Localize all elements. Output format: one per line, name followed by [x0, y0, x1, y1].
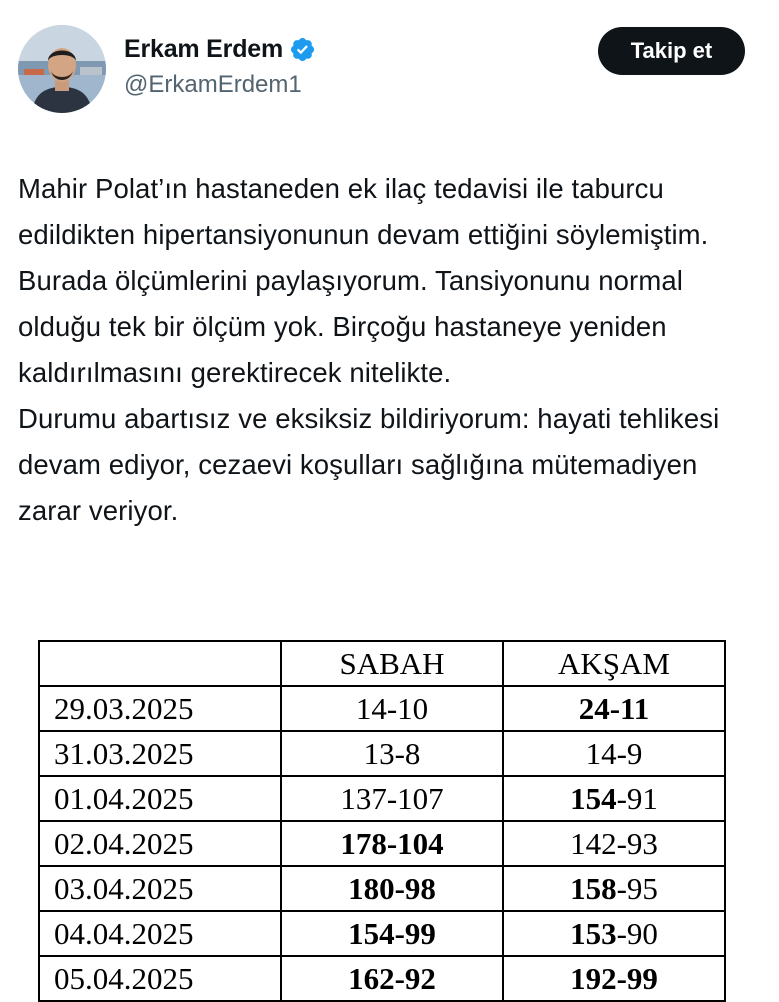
- row-date: 29.03.2025: [39, 686, 281, 731]
- row-date: 03.04.2025: [39, 866, 281, 911]
- row-date: 05.04.2025: [39, 956, 281, 1001]
- row-date: 02.04.2025: [39, 821, 281, 866]
- avatar[interactable]: [18, 25, 106, 113]
- row-date: 04.04.2025: [39, 911, 281, 956]
- table-row: [39, 956, 725, 1001]
- sabah-cell: [281, 866, 503, 911]
- aksam-rest: -90: [616, 916, 658, 951]
- sabah-cell: [281, 821, 503, 866]
- aksam-cell: [503, 911, 725, 956]
- aksam-bold: 153: [570, 916, 617, 951]
- sabah-cell: [281, 956, 503, 1001]
- tweet-paragraph: Mahir Polat’ın hastaneden ek ilaç tedavisi ile taburcu edildikten hipertansiyonunun devam ettiğini söylemiştim. Burada ölçümlerini paylaşıyorum. Tansiyonunu normal olduğu tek bir ölçüm yok. Birçoğu hastaneye yeniden kaldırılmasını gerektirecek nitelikte.: [18, 173, 709, 388]
- aksam-rest: -91: [616, 781, 658, 816]
- table-header-sabah: SABAH: [281, 641, 503, 686]
- aksam-cell: [503, 956, 725, 1001]
- aksam-bold: 192-99: [570, 961, 658, 996]
- sabah-cell: [281, 776, 503, 821]
- follow-button[interactable]: Takip et: [598, 27, 745, 75]
- tweet-header: [0, 0, 779, 130]
- aksam-rest: 142-93: [570, 826, 658, 861]
- sabah-cell: [281, 686, 503, 731]
- sabah-rest: 13-8: [363, 736, 421, 771]
- tweet-media-table[interactable]: [38, 640, 726, 1002]
- author-name-row: [124, 35, 316, 64]
- aksam-bold: 158: [570, 871, 617, 906]
- table-header-row: [39, 641, 725, 686]
- aksam-cell: [503, 866, 725, 911]
- aksam-bold: 154: [570, 781, 617, 816]
- table-row: [39, 686, 725, 731]
- table-header-aksam: AKŞAM: [503, 641, 725, 686]
- sabah-rest: 137-107: [340, 781, 444, 816]
- table-row: [39, 731, 725, 776]
- sabah-bold: 154-99: [348, 916, 436, 951]
- sabah-cell: [281, 731, 503, 776]
- table-row: [39, 866, 725, 911]
- sabah-cell: [281, 911, 503, 956]
- row-date: 31.03.2025: [39, 731, 281, 776]
- avatar-image: [18, 25, 106, 113]
- aksam-cell: [503, 686, 725, 731]
- tweet-paragraph: Durumu abartısız ve eksiksiz bildiriyorum: hayati tehlikesi devam ediyor, cezaevi koşulları sağlığına mütemadiyen zarar veriyor.: [18, 403, 720, 526]
- sabah-bold: 178-104: [340, 826, 444, 861]
- verified-badge-icon[interactable]: [289, 36, 316, 63]
- row-date: 01.04.2025: [39, 776, 281, 821]
- tweet-text: [18, 166, 763, 534]
- sabah-rest: 14-10: [355, 691, 429, 726]
- aksam-rest: -95: [616, 871, 658, 906]
- blood-pressure-table: [38, 640, 726, 1002]
- aksam-bold: 24-11: [578, 691, 650, 726]
- table-row: [39, 776, 725, 821]
- aksam-rest: 14-9: [585, 736, 643, 771]
- sabah-bold: 162-92: [348, 961, 436, 996]
- aksam-cell: [503, 731, 725, 776]
- author-handle[interactable]: @ErkamErdem1: [124, 71, 302, 98]
- sabah-bold: 180-98: [348, 871, 436, 906]
- aksam-cell: [503, 776, 725, 821]
- table-row: [39, 821, 725, 866]
- author-display-name[interactable]: Erkam Erdem: [124, 35, 283, 63]
- table-header-blank: [39, 641, 281, 686]
- table-row: [39, 911, 725, 956]
- aksam-cell: [503, 821, 725, 866]
